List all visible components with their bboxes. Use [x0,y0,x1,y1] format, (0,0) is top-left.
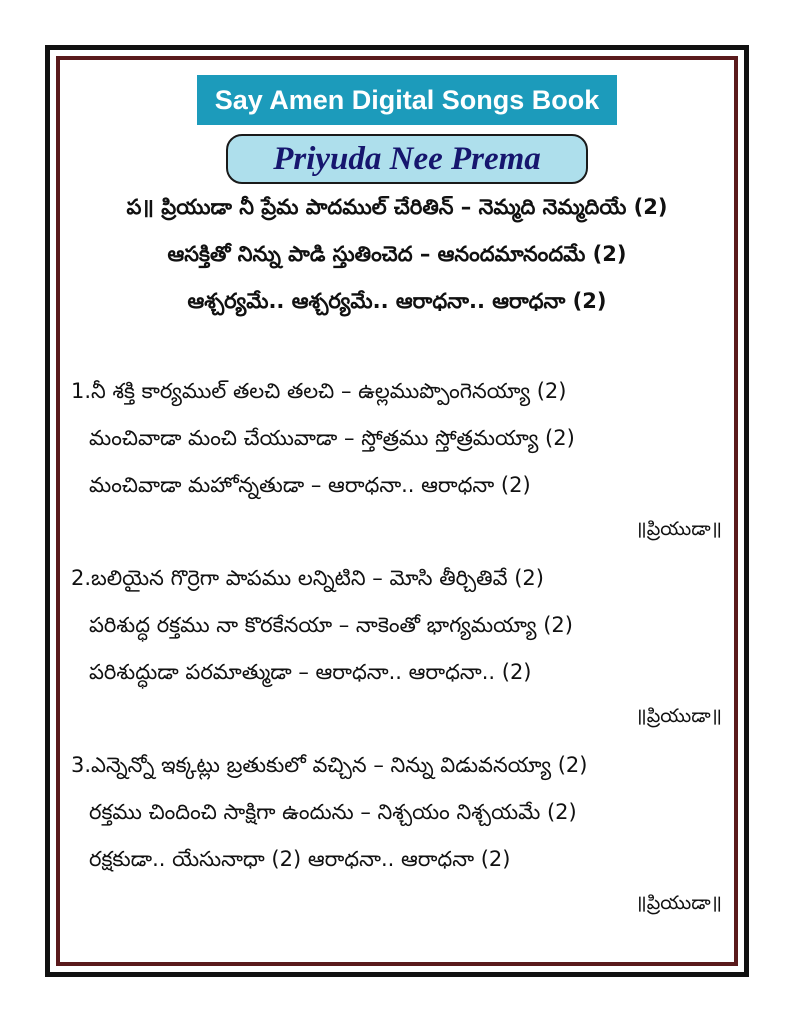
refrain-marker: ॥ప్రియుడా॥ [635,892,722,914]
pallavi-chorus [60,184,734,325]
stanza-line: మంచివాడా మహోన్నతుడా – ఆరాధనా.. ఆరాధనా (2) [89,473,531,497]
inner-page-border [56,56,738,966]
stanza-3 [71,742,722,923]
outer-page-border [45,45,749,977]
stanza-line: పరిశుద్ధ రక్తము నా కొరకేనయా – నాకెంతో భాగ్యమయ్యా (2) [89,613,573,637]
pallavi-line: ప॥ ప్రియుడా నీ ప్రేమ పాదముల్ చేరితిన్ – నెమ్మది నెమ్మదియే (2) [126,195,668,219]
stanza-line: మంచివాడా మంచి చేయువాడా – స్తోత్రము స్తోత్రమయ్యా (2) [89,426,575,450]
songbook-banner: Say Amen Digital Songs Book [197,75,617,125]
stanza-line: రక్తము చిందించి సాక్షిగా ఉందును – నిశ్చయం నిశ్చయమే (2) [89,800,577,824]
stanza-2 [71,555,722,736]
stanza-line: రక్షకుడా.. యేసునాధా (2) ఆరాధనా.. ఆరాధనా (2) [89,847,511,871]
stanza-line: 1.నీ శక్తి కార్యముల్ తలచి తలచి – ఉల్లముప్పొంగెనయ్యా (2) [71,379,567,403]
stanza-line: 2.బలియైన గొర్రెగా పాపము లన్నిటిని – మోసి తీర్చితివే (2) [71,566,544,590]
refrain-marker: ॥ప్రియుడా॥ [635,705,722,727]
pallavi-line: ఆశ్చర్యమే.. ఆశ్చర్యమే.. ఆరాధనా.. ఆరాధనా (2) [187,289,607,313]
stanza-1 [71,368,722,549]
stanza-line: 3.ఎన్నెన్నో ఇక్కట్లు బ్రతుకులో వచ్చిన – నిన్ను విడువనయ్యా (2) [71,753,588,777]
pallavi-line: ఆసక్తితో నిన్ను పాడి స్తుతించెద – ఆనందమానందమే (2) [167,242,627,266]
refrain-marker: ॥ప్రియుడా॥ [635,518,722,540]
song-title: Priyuda Nee Prema [226,134,588,184]
stanza-line: పరిశుద్ధుడా పరమాత్ముడా – ఆరాధనా.. ఆరాధనా.. (2) [89,660,532,684]
